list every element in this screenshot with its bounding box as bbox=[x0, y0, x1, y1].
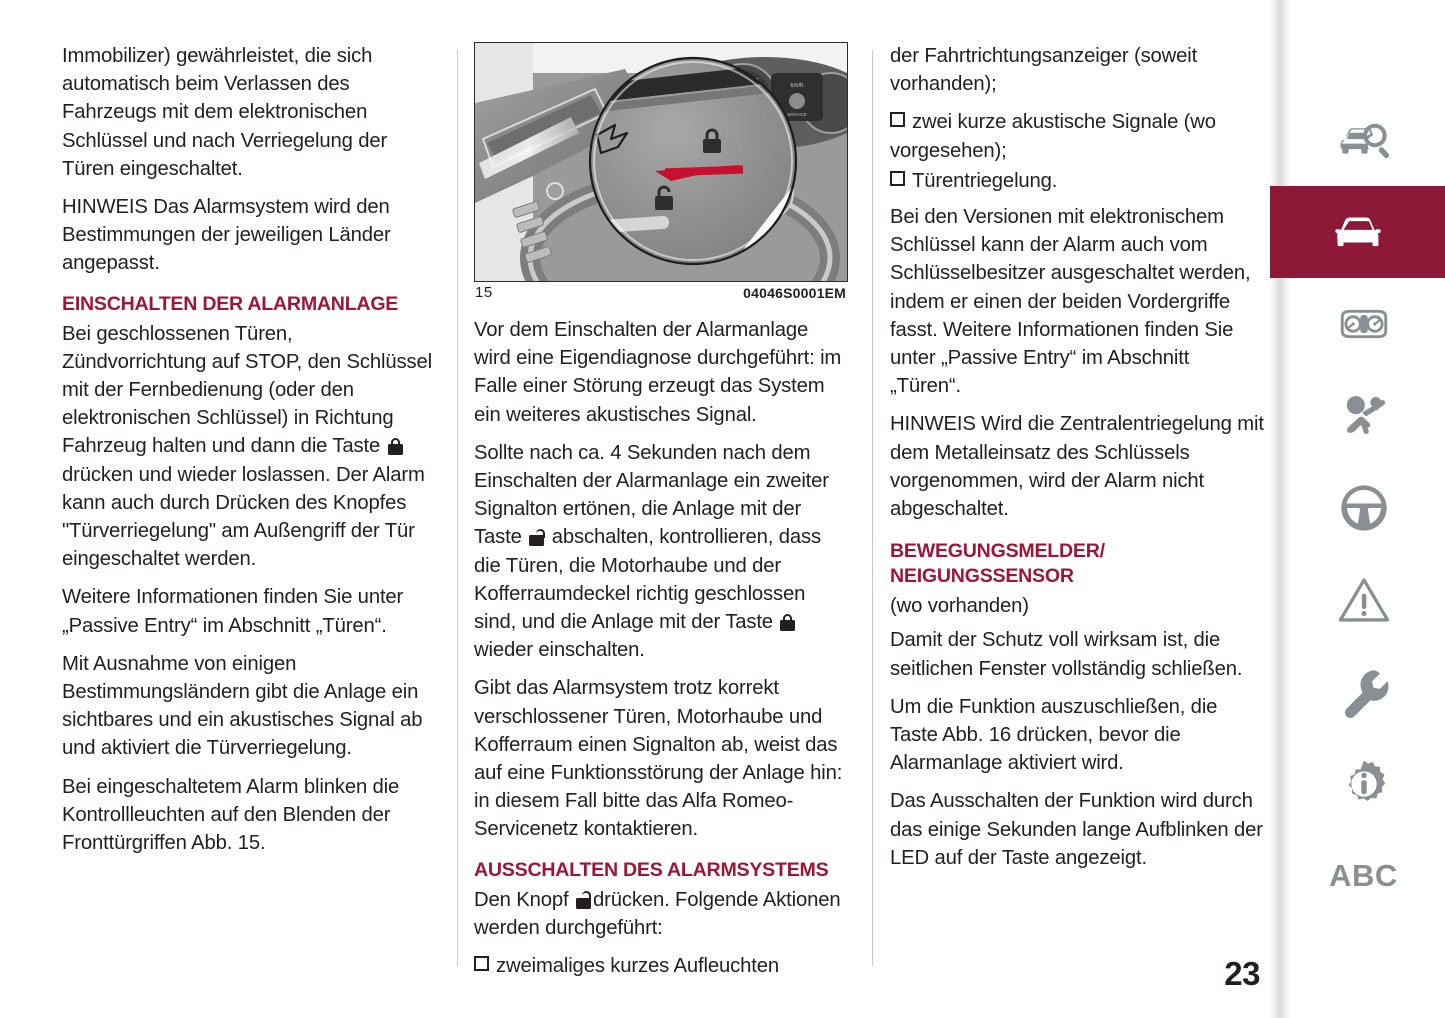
heading-line-1: BEWEGUNGSMELDER/ bbox=[890, 540, 1105, 563]
section-heading-alarm-off: AUSSCHALTEN DES ALARMSYSTEMS bbox=[474, 858, 829, 881]
square-bullet-icon bbox=[890, 112, 905, 127]
paragraph-second-signal bbox=[474, 439, 848, 665]
paragraph-activation bbox=[62, 320, 436, 574]
car-interior-illustration bbox=[475, 43, 848, 282]
page-number: 23 bbox=[1224, 955, 1260, 992]
page-content bbox=[62, 42, 1270, 976]
svg-text:km/h: km/h bbox=[790, 83, 804, 89]
tab-driving[interactable] bbox=[1282, 462, 1445, 554]
paragraph-note: HINWEIS Das Alarmsystem wird den Bestimmungen der jeweiligen Länder angepasst. bbox=[62, 196, 391, 275]
svg-text:SERVICE: SERVICE bbox=[787, 112, 807, 117]
paragraph: Bei den Versionen mit elektronischem Schlüssel kann der Alarm auch vom Schlüsselbesitzer ausgeschaltet werden, indem er einen der beiden Vordergriffe fasst. Weitere Informationen finden Sie unter „Passive Entry“ im Abschnitt „Türen“. bbox=[890, 206, 1251, 398]
tab-vehicle-knowledge[interactable] bbox=[1270, 186, 1445, 278]
list-item-label: zwei kurze akustische Signale (wo vorgesehen); bbox=[890, 111, 1216, 162]
paragraph: Damit der Schutz voll wirksam ist, die seitlichen Fenster vollständig schließen. bbox=[890, 629, 1243, 680]
text-segment: Sollte nach ca. 4 Sekunden nach dem Einschalten der Alarmanlage ein zweiter Signalton ertönen, die Anlage mit der Taste bbox=[474, 441, 829, 549]
paragraph: Immobilizer) gewährleistet, die sich automatisch beim Verlassen des Fahrzeugs mit dem elektronischen Schlüssel und nach Verriegelung der Türen eingeschaltet. bbox=[62, 45, 388, 180]
paragraph-continuation: der Fahrtrichtungsanzeiger (soweit vorhanden); bbox=[890, 45, 1198, 96]
list-item bbox=[890, 167, 1264, 195]
wrench-icon bbox=[1335, 663, 1393, 721]
column-divider-2 bbox=[872, 50, 873, 966]
car-search-icon bbox=[1335, 111, 1393, 169]
section-heading-motion-sensor bbox=[890, 539, 1264, 589]
paragraph-note: HINWEIS Wird die Zentralentriegelung mit dem Metalleinsatz des Schlüssels vorgenommen, wird der Alarm nicht abgeschaltet. bbox=[890, 413, 1264, 521]
figure-image-car-interior bbox=[474, 42, 848, 282]
text-segment: Den Knopf bbox=[474, 888, 574, 911]
list-item bbox=[474, 952, 848, 980]
tab-alphabetical-index[interactable] bbox=[1282, 830, 1445, 922]
heading-line-2: NEIGUNGSSENSOR bbox=[890, 565, 1074, 588]
tab-maintenance[interactable] bbox=[1282, 646, 1445, 738]
list-item-label: zweimaliges kurzes Aufleuchten bbox=[496, 955, 779, 978]
gear-info-icon bbox=[1335, 755, 1393, 813]
text-before-lock-icon: Bei geschlossenen Türen, Zündvorrichtung auf STOP, den Schlüssel mit der Fernbedienung (oder den elektronischen Schlüssel) in Richtung Fahrzeug halten und dann die Taste bbox=[62, 322, 432, 458]
lock-closed-icon bbox=[388, 438, 403, 455]
square-bullet-icon bbox=[474, 956, 489, 971]
lock-closed-icon bbox=[780, 614, 795, 631]
availability-note: (wo vorhanden) bbox=[890, 595, 1029, 618]
paragraph: Das Ausschalten der Funktion wird durch das einige Sekunden lange Aufblinken der LED auf der Taste angezeigt. bbox=[890, 790, 1263, 869]
paragraph: Mit Ausnahme von einigen Bestimmungsländern gibt die Anlage ein sichtbares und ein akustisches Signal ab und aktiviert die Türverriegelung. bbox=[62, 652, 423, 760]
tab-instrument-cluster[interactable] bbox=[1282, 278, 1445, 370]
text-segment: abschalten, kontrollieren, dass die Türen, die Motorhaube und der Kofferraumdeckel richtig geschlossen sind, und die Anlage mit der Taste bbox=[474, 526, 822, 634]
text-column-3 bbox=[890, 42, 1264, 976]
paragraph: Um die Funktion auszuschließen, die Taste Abb. 16 drücken, bevor die Alarmanlage aktiviert wird. bbox=[890, 695, 1218, 775]
figure-number: 15 bbox=[475, 284, 493, 301]
paragraph: Gibt das Alarmsystem trotz korrekt verschlossener Türen, Motorhaube und Kofferraum einen Signalton ab, weist das auf eine Funktionsstörung der Anlage hin: in diesem Fall bitte das Alfa Romeo-Servicenetz kontaktieren. bbox=[474, 677, 843, 841]
text-segment: drücken. Folgende Aktionen werden durchgeführt: bbox=[474, 888, 841, 939]
paragraph: Bei eingeschaltetem Alarm blinken die Kontrollleuchten auf den Blenden der Fronttürgriffen Abb. 15. bbox=[62, 775, 400, 855]
abc-index-icon: ABC bbox=[1329, 858, 1398, 893]
list-item bbox=[890, 108, 1264, 164]
lock-open-icon bbox=[576, 892, 591, 909]
column-divider-1 bbox=[457, 50, 458, 966]
tab-technical-info[interactable] bbox=[1282, 738, 1445, 830]
tab-vehicle-overview[interactable] bbox=[1282, 94, 1445, 186]
section-heading-alarm-on: EINSCHALTEN DER ALARMANLAGE bbox=[62, 292, 399, 315]
car-front-icon bbox=[1329, 203, 1387, 261]
text-column-1 bbox=[62, 42, 436, 976]
list-item-label: Türentriegelung. bbox=[912, 169, 1058, 192]
text-segment: wieder einschalten. bbox=[474, 639, 645, 662]
airbag-safety-icon bbox=[1335, 387, 1393, 445]
figure-code: 04046S0001EM bbox=[743, 285, 846, 301]
warning-triangle-icon bbox=[1335, 571, 1393, 629]
section-tab-strip bbox=[1270, 0, 1445, 1018]
paragraph: Vor dem Einschalten der Alarmanlage wird eine Eigendiagnose durchgeführt: im Falle einer Störung erzeugt das System ein weiteres akustisches Signal. bbox=[474, 319, 842, 426]
tab-warnings[interactable] bbox=[1282, 554, 1445, 646]
lock-open-icon bbox=[529, 529, 544, 546]
text-after-lock-icon: drücken und wieder loslassen. Der Alarm kann auch durch Drücken des Knopfes "Türverriegelung" am Außengriff der Tür eingeschaltet werden. bbox=[62, 463, 425, 571]
tab-safety-airbag[interactable] bbox=[1282, 370, 1445, 462]
paragraph-deactivation bbox=[474, 886, 848, 942]
paragraph: Weitere Informationen finden Sie unter „Passive Entry“ im Abschnitt „Türen“. bbox=[62, 586, 404, 637]
figure-15 bbox=[474, 42, 848, 310]
instrument-cluster-icon bbox=[1335, 295, 1393, 353]
figure-caption bbox=[474, 284, 848, 310]
steering-wheel-icon bbox=[1335, 479, 1393, 537]
text-column-2 bbox=[474, 42, 848, 976]
square-bullet-icon bbox=[890, 171, 905, 186]
